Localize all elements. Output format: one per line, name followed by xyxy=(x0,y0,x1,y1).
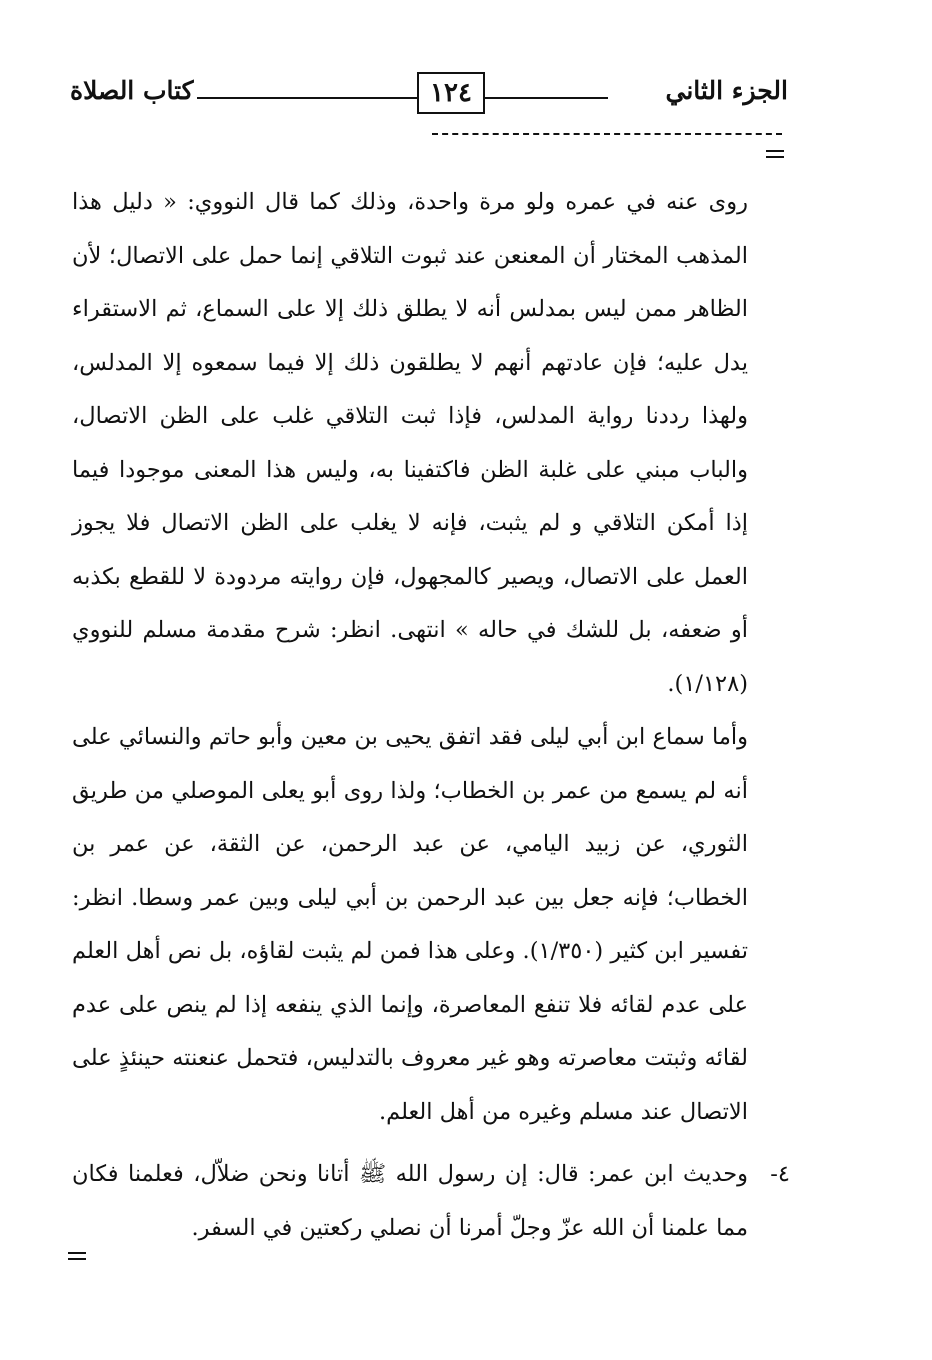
header-rule-right xyxy=(483,97,608,99)
page-number: ١٢٤ xyxy=(417,72,485,114)
hadith-number: ٤- xyxy=(770,1161,790,1187)
paragraph-nawawi-quote: روى عنه في عمره ولو مرة واحدة، وذلك كما قال النووي: « دليل هذا المذهب المختار أن المعنعن عند ثبوت التلاقي إنما حمل على الاتصال؛ لأن الظاهر ممن ليس بمدلس أنه لا يطلق ذلك إلا على السماع، ثم الاستقراء يدل عليه؛ فإن عادتهم أنهم لا يطلقون ذلك إلا فيما سمعوه إلا المدلس، ولهذا رددنا رواية المدلس، فإذا ثبت التلاقي غلب على الظن الاتصال، والباب مبني على غلبة الظن فاكتفينا به، وليس هذا المعنى موجودا فيما إذا أمكن التلاقي و لم يثبت، فإنه لا يغلب على الظن الاتصال فلا يجوز العمل على الاتصال، ويصير كالمجهول، فإن روايته مردودة لا للقطع بكذبه أو ضعفه، بل للشك في حاله » انتهى. انظر: شرح مقدمة مسلم للنووي (١/١٢٨). xyxy=(72,189,748,697)
top-equals-mark xyxy=(766,150,784,158)
dashed-separator xyxy=(432,133,782,135)
numbered-hadith xyxy=(72,1148,790,1255)
hadith-text: وحديث ابن عمر: قال: إن رسول الله ﷺ أتانا ونحن ضلاّل، فعلمنا فكان مما علمنا أن الله عزّ وجلّ أمرنا أن نصلي ركعتين في السفر. xyxy=(72,1161,748,1241)
running-header xyxy=(70,72,788,122)
bottom-equals-mark xyxy=(68,1252,86,1260)
header-rule-left xyxy=(197,97,417,99)
book-title: كتاب الصلاة xyxy=(70,76,194,105)
paragraph-ibn-abi-layla: وأما سماع ابن أبي ليلى فقد اتفق يحيى بن معين وأبو حاتم والنسائي على أنه لم يسمع من عمر بن الخطاب؛ ولذا روى أبو يعلى الموصلي من طريق الثوري، عن زبيد اليامي، عن عبد الرحمن، عن الثقة، عن عمر بن الخطاب؛ فإنه جعل بين عبد الرحمن بن أبي ليلى وبين عمر وسطا. انظر: تفسير ابن كثير (١/٣٥٠). وعلى هذا فمن لم يثبت لقاؤه، بل نص أهل العلم على عدم لقائه فلا تنفع المعاصرة، وإنما الذي ينفعه إذا لم ينص على عدم لقائه وثبتت معاصرته وهو غير معروف بالتدليس، فتحمل عنعنته حينئذٍ على الاتصال عند مسلم وغيره من أهل العلم. xyxy=(72,724,748,1125)
volume-title: الجزء الثاني xyxy=(665,76,788,105)
body-text xyxy=(72,176,748,1139)
